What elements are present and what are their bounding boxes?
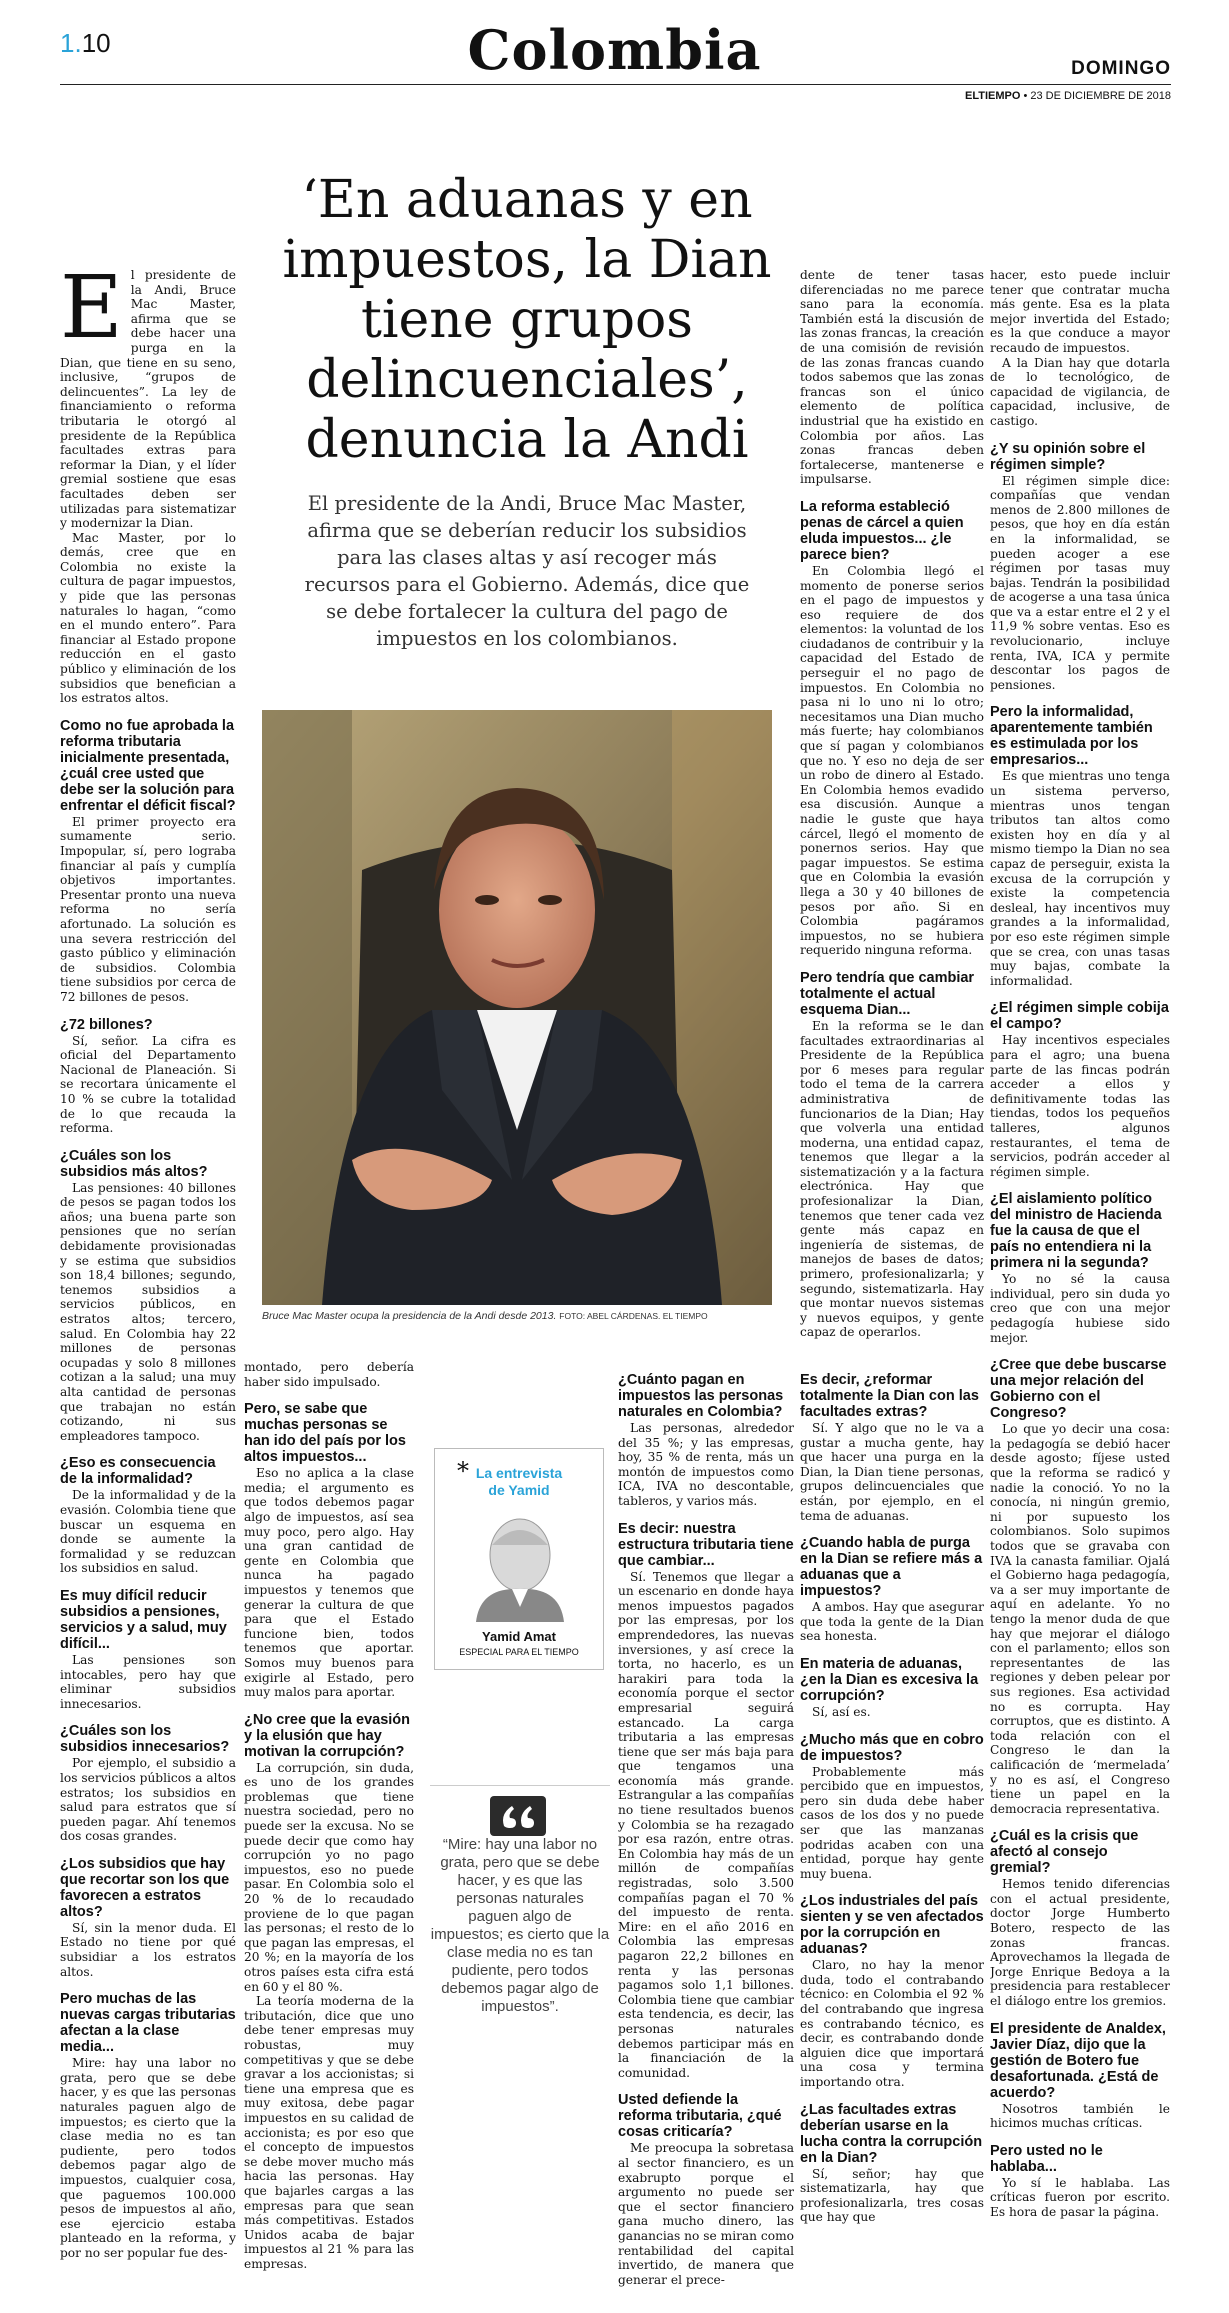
interview-answer: A ambos. Hay que asegurar que toda la gente de la Dian sea honesta. — [800, 1600, 984, 1644]
interview-answer: De la informalidad y de la evasión. Colombia tiene que buscar un esquema en donde se aumente la formalidad y se reduzcan los subsidios en salud. — [60, 1488, 236, 1576]
body-paragraph: montado, pero debería haber sido impulsado. — [244, 1360, 414, 1389]
pullquote: “Mire: hay una labor no grata, pero que se debe hacer, y es que las personas naturales paguen algo de impuestos; es cierto que la clase media no es tan pudiente, pero todos debemos pagar algo de impuestos”. — [430, 1836, 610, 2015]
interview-answer: Hay incentivos especiales para el agro; una buena parte de las fincas podrán acceder a ellos y definitivamente todas las tiendas, todos los pequeños talleres, algunos restaurantes, el tema de servicios, podrán acceder al régimen simple. — [990, 1033, 1170, 1179]
interview-question: Pero muchas de las nuevas cargas tributarias afectan a la clase media... — [60, 1991, 236, 2056]
interview-answer: Las pensiones son intocables, pero hay que eliminar subsidios innecesarios. — [60, 1652, 236, 1711]
interview-answer: Sí. Y algo que no le va a gustar a mucha gente, hay que hacer una purga en la Dian, la Dian tiene personas, grupos delincuenciales que están, por ejemplo, en el tema de aduanas. — [800, 1421, 984, 1523]
interview-answer: Eso no aplica a la clase media; el argumento es que todos debemos pagar algo de impuestos, así sea muy poco, pero algo. Hay una gran cantidad de gente en Colombia que nunca ha pagado impuestos y tenemos que generar la cultura de que para que el Estado funcione bien, todos tenemos que aportar. Somos muy buenos para exigirle al Estado, pero muy malos para aportar. — [244, 1466, 414, 1700]
article-column-2-lower — [800, 1360, 984, 2300]
article-column-4 — [244, 1360, 414, 2300]
interview-answer: Mire: hay una labor no grata, pero que se debe hacer, y es que las personas naturales paguen algo de impuestos; es cierto que la clase media no es tan pudiente, pero todos debemos pagar algo de impuestos, cualquier cosa, que paguemos 100.000 pesos de impuestos al año, ese ejercicio estaba planteado en la reforma, y por no ser popular fue des- — [60, 2056, 236, 2260]
interview-question: ¿72 billones? — [60, 1016, 153, 1033]
interview-answer: Sí, señor. La cifra es oficial del Departamento Nacional de Planeación. Si se recortara únicamente el 10 % se cubre la totalidad de lo que recauda la reforma. — [60, 1033, 236, 1136]
interview-answer: Las personas, alrededor del 35 %; y las empresas, hoy, 35 % de renta, más un montón de impuestos como ICA, IVA no descontable, tableros, y varios más. — [618, 1421, 794, 1508]
body-paragraph: hacer, esto puede incluir tener que contratar mucha más gente. Esa es la plata mejor invertida del Estado; es la que conduce a mayor recaudo de impuestos. — [990, 268, 1170, 355]
article-column-5 — [618, 1360, 794, 2300]
interview-question: La reforma estableció penas de cárcel a quien eluda impuestos... ¿le parece bien? — [800, 498, 964, 563]
interview-question: ¿Cuánto pagan en impuestos las personas naturales en Colombia? — [618, 1372, 784, 1420]
drop-cap: E — [60, 268, 123, 358]
interview-question: ¿Cuál es la crisis que afectó al consejo gremial? — [990, 1828, 1139, 1877]
interview-question: ¿El aislamiento político del ministro de Hacienda fue la causa de que el país no entendiera ni la primera ni la segunda? — [990, 1191, 1162, 1272]
interview-answer: En Colombia llegó el momento de ponerse serios en el pago de impuestos y eso requiere de dos elementos: la voluntad de los ciudadanos de contribuir y la capacidad del Estado de perseguir el no pago de impuestos. En Colombia no pasa ni lo uno ni lo otro; necesitamos una Dian mucho más fuerte; hay colombianos que sí pagan y colombianos que no. Y eso no deja de ser un robo de dinero al Estado. En Colombia hemos evadido esa discusión. Aunque a nadie le guste que haya cárcel, llegó el momento de ponernos serios. Hay que pagar impuestos. Se estima que en Colombia la evasión llega a 30 y 40 billones de pesos por año. Si en Colombia pagáramos impuestos, no se hubiera requerido ninguna reforma. — [800, 563, 984, 958]
interview-question: Es decir: nuestra estructura tributaria tiene que cambiar... — [618, 1520, 794, 1569]
interview-answer: El régimen simple dice: compañías que vendan menos de 2.800 millones de pesos, que hoy en día están en la informalidad, se pueden acoger a ese régimen por tasas muy bajas. Tendrán la posibilidad de acogerse a una tasa única que va a estar entre el 2 y el 11,9 % sobre ventas. Eso es revolucionario, incluye renta, IVA, ICA y permite descontar los pagos de pensiones. — [990, 473, 1170, 692]
interview-question: ¿Y su opinión sobre el régimen simple? — [990, 440, 1146, 473]
interview-answer: Probablemente más percibido que en impuestos, pero sin duda debe haber casos de los dos y no puede ser que las manzanas podridas acaben con una entidad, porque hay gente muy buena. — [800, 1764, 984, 1881]
interview-question: El presidente de Analdex, Javier Díaz, dijo que la gestión de Botero fue desafortunada. ¿Está de acuerdo? — [990, 2020, 1166, 2101]
interview-question: ¿Las facultades extras deberían usarse en la lucha contra la corrupción en la Dian? — [800, 2101, 983, 2166]
interview-answer: Las pensiones: 40 billones de pesos se pagan todos los años; una buena parte son pensiones que no serían debidamente provisionadas y se estima que subsidios son 18,4 billones; segundo, tenemos subsidios a servicios públicos, en estratos altos; tercero, salud. En Colombia hay 22 millones de personas ocupadas y solo 8 millones cotizan a la salud; una muy alta cantidad de personas que trabajan no están cotizando, ni sus empleadores tampoco. — [60, 1180, 236, 1443]
interview-label: La entrevista de Yamid — [475, 1465, 563, 1498]
interview-answer: Sí, señor; hay que sistematizarla, hay que profesionalizarla, tres cosas que hay que — [800, 2166, 984, 2225]
lead-paragraph: l presidente de la Andi, Bruce Mac Master, afirma que se debe hacer una purga en la Dian, que tiene en su seno, inclusive, “grupos de delincuentes”. La ley de financiamiento o reforma tributaria le otorgó al presidente de la República facultades extras para reformar la Dian, y el líder gremial sostiene que esas facultades deben ser utilizadas para sistematizar y modernizar la Dian. — [60, 268, 236, 531]
interview-question: Es muy difícil reducir subsidios a pensiones, servicios y a salud, muy difícil... — [60, 1587, 227, 1652]
interview-answer: La teoría moderna de la tributación, dice que uno debe tener empresas muy robustas, muy competitivas y que se debe gravar a los accionistas; si tiene una empresa que es muy exitosa, debe pagar impuestos en su calidad de accionista; es por eso que el concepto de impuestos se debe mover mucho más hacia las personas. Hay que bajarles cargas a las empresas para que sean más competitivas. Estados Unidos acaba de bajar impuestos al 21 % para las empresas. — [244, 1994, 414, 2271]
interview-answer: Claro, no hay la menor duda, todo el contrabando técnico: en Colombia el 92 % del contrabando que ingresa es contrabando técnico, es decir, es contrabando donde alguien dice que importará una cosa y termina importando otra. — [800, 1958, 984, 2090]
interview-answer: Yo sí le hablaba. Las críticas fueron por escrito. Es hora de pasar la página. — [990, 2175, 1170, 2219]
body-paragraph: A la Dian hay que dotarla de lo tecnológico, de capacidad de vigilancia, de capacidad, inclusive, de castigo. — [990, 355, 1170, 428]
article-column-3 — [990, 268, 1170, 2298]
interview-question: Pero tendría que cambiar totalmente el actual esquema Dian... — [800, 969, 975, 1018]
interview-question: Pero, se sabe que muchas personas se han ido del país por los altos impuestos... — [244, 1401, 406, 1466]
interview-question: Pero usted no le hablaba... — [990, 2142, 1103, 2175]
interview-answer: Lo que yo decir una cosa: la pedagogía se debió hacer desde agosto; fíjese usted que la reforma se radicó y nadie la conoció. Yo no la conocía, ni ningún gremio, ni por supuesto los colombianos. Solo supimos todos que se gravaba con IVA la canasta familiar. Ojalá el Gobierno haga pedagogía, va a ser muy importante de aquí en adelante. Yo no tengo la menor duda de que hay que mejorar el diálogo con el parlamento; ellos son representantes de las regiones y deben pelear por sus regiones. Esa actividad no es corrupta. Hay corruptos, que es distinto. A toda relación con el Congreso le dan la calificación de ‘mermelada’ y no es así, el Congreso tiene un papel en la democracia representativa. — [990, 1422, 1170, 1816]
interview-answer: Es que mientras uno tenga un sistema perverso, mientras unos tengan tributos tan altos como existen hoy en día y al mismo tiempo la Dian no sea capaz de perseguir, exista la excusa de la corrupción y existe la competencia desleal, hay incentivos muy grandes a la informalidad, por eso este régimen simple que se crea, con unas tasas muy bajas, combate la informalidad. — [990, 769, 1170, 988]
interview-box — [434, 1448, 604, 1670]
interview-answer: Nosotros también le hicimos muchas críticas. — [990, 2101, 1170, 2131]
interview-question: Usted defiende la reforma tributaria, ¿qué cosas criticaría? — [618, 2092, 782, 2141]
interview-question: ¿Cree que debe buscarse una mejor relación del Gobierno con el Congreso? — [990, 1357, 1167, 1422]
author-portrait — [470, 1507, 570, 1622]
interview-answer: Por ejemplo, el subsidio a los servicios públicos a altos estratos; los subsidios en salud para estratos que sí pueden pagar. Ahí tenemos dos cosas grandes. — [60, 1756, 236, 1844]
interview-question: Pero la informalidad, aparentemente también es estimulada por los empresarios... — [990, 704, 1153, 769]
article-column-1 — [60, 268, 236, 2298]
interview-question: ¿Cuáles son los subsidios innecesarios? — [60, 1723, 230, 1756]
interview-answer: El primer proyecto era sumamente serio. Impopular, sí, pero lograba financiar al país y cumplía objetivos importantes. Presentar pronto una nueva reforma no sería afortunado. La solución es una severa restricción del gasto público y eliminación de subsidios. Colombia tiene subsidios por cerca de 72 billones de pesos. — [60, 814, 236, 1004]
deck: El presidente de la Andi, Bruce Mac Master, afirma que se deberían reducir los subsidios para las clases altas y así recoger más recursos para el Gobierno. Además, dice que se debe fortalecer la cultura del pago de impuestos en los colombianos. — [304, 492, 750, 650]
portrait-photo — [262, 710, 772, 1305]
interview-question: Como no fue aprobada la reforma tributaria inicialmente presentada, ¿cuál cree usted que debe ser la solución para enfrentar el déficit fiscal? — [60, 717, 236, 814]
interview-answer: Sí. Tenemos que llegar a un escenario en donde haya menos impuestos pagados por las empresas, por los emprendedores, las nuevas inversiones, y así crece la torta, no hacerlo, es un harakiri para toda la economía porque el sector empresarial seguirá estancado. La carga tributaria a las empresas tiene que ser más baja para que tengamos una economía más grande. Estrangular a las compañías no tiene resultados buenos y Colombia se ha rezagado por esa razón, entre otras. En Colombia hay más de un millón de compañías registradas, solo 3.500 compañías pagan el 70 % del impuesto de renta. Mire: en el año 2016 en Colombia las empresas pagaron 22,2 billones en renta y las personas pagamos solo 1,1 billones. Colombia tiene que cambiar esta tendencia, es decir, las personas naturales debemos participar más en la financiación de la comunidad. — [618, 1569, 794, 2080]
interview-question: ¿El régimen simple cobija el campo? — [990, 1000, 1169, 1033]
page-number: 1.10 — [60, 28, 111, 58]
interview-answer: Me preocupa la sobretasa al sector financiero, es un exabrupto porque el argumento no puede ser que el sector financiero gana mucho dinero, las ganancias no se miran como rentabilidad del capital invertido, de manera que generar el prece- — [618, 2141, 794, 2287]
section-title: Colombia — [467, 18, 762, 82]
interview-answer: Sí, sin la menor duda. El Estado no tiene por qué subsidiar a los estratos altos. — [60, 1920, 236, 1979]
interview-answer: En la reforma se le dan facultades extraordinarias al Presidente de la República por 6 meses para regular todo el tema de la carrera administrativa de funcionarios de la Dian; Hay que volverla una entidad moderna, una entidad capaz, tenemos que llegar a la sistematización y a la factura electrónica. Hay que profesionalizar la Dian, tenemos que tener cada vez gente más capaz en ingeniería de sistemas, de manejos de bases de datos; primero, profesionalizarla; y segundo, sistematizarla. Hay que montar nuevos sistemas y nuevos equipos, y gente capaz de operarlos. — [800, 1018, 984, 1340]
interview-question: En materia de aduanas, ¿en la Dian es excesiva la corrupción? — [800, 1655, 979, 1704]
star-icon: * — [457, 1457, 469, 1485]
author-name: Yamid Amat — [482, 1629, 556, 1644]
interview-question: ¿Los subsidios que hay que recortar son los que favorecen a estratos altos? — [60, 1855, 230, 1920]
body-paragraph: dente de tener tasas diferenciadas no me parece sano para la economía. También está la discusión de las zonas francas, la creación de una comisión de revisión de las zonas francas cuando todos sabemos que las zonas francas son el único elemento de política industrial que ha existido en Colombia por años. Las zonas francas deben fortalecerse, mantenerse e impulsarse. — [800, 268, 984, 487]
headline: ‘En aduanas y en impuestos, la Dian tiene grupos delincuenciales’, denuncia la Andi — [282, 170, 772, 470]
interview-answer: Yo no sé la causa individual, pero sin duda yo creo que con una mejor pedagogía hubiese sido mejor. — [990, 1272, 1170, 1345]
interview-question: ¿No cree que la evasión y la elusión que hay motivan la corrupción? — [244, 1711, 411, 1760]
interview-question: Es decir, ¿reformar totalmente la Dian con las facultades extras? — [800, 1372, 979, 1420]
interview-question: ¿Los industriales del país sienten y se ven afectados por la corrupción en aduanas? — [800, 1893, 984, 1958]
interview-question: ¿Eso es consecuencia de la informalidad? — [60, 1455, 216, 1488]
interview-answer: Hemos tenido diferencias con el actual presidente, doctor Jorge Humberto Botero, respecto de las zonas francas. Aprovechamos la llegada de Jorge Enrique Bedoya a la presidencia para restablecer el diálogo entre los gremios. — [990, 1877, 1170, 2009]
header-rule — [60, 84, 1171, 85]
day-label: DOMINGO — [1071, 58, 1171, 79]
interview-question: ¿Mucho más que en cobro de impuestos? — [800, 1731, 984, 1764]
pullquote-rule — [430, 1785, 610, 1786]
quote-icon — [490, 1796, 546, 1836]
interview-answer: Sí, así es. — [812, 1704, 871, 1719]
interview-question: ¿Cuáles son los subsidios más altos? — [60, 1147, 208, 1180]
author-role: ESPECIAL PARA EL TIEMPO — [459, 1647, 579, 1657]
interview-question: ¿Cuando habla de purga en la Dian se refiere más a aduanas que a impuestos? — [800, 1535, 983, 1600]
dateline: ELTIEMPO • 23 DE DICIEMBRE DE 2018 — [964, 90, 1171, 102]
photo-credit: FOTO: ABEL CÁRDENAS. EL TIEMPO — [559, 1311, 708, 1321]
body-paragraph: Mac Master, por lo demás, cree que en Colombia no existe la cultura de pagar impuestos, y pide que las personas naturales lo hagan, “como en el mundo entero”. Para financiar al Estado propone reducción en el gasto público y eliminación de los subsidios que benefician a los estratos altos. — [60, 530, 236, 706]
interview-answer: La corrupción, sin duda, es uno de los grandes problemas que tiene nuestra sociedad, pero no puede ser la excusa. No se puede decir que como hay corrupción yo no pago impuestos, eso no puede pasar. En Colombia solo el 20 % de lo recaudado proviene de lo que pagan las personas; el resto de lo que pagan las empresas, el 20 %; en la mayoría de los otros países esta cifra está en 60 y el 80 %. — [244, 1760, 414, 1994]
photo-caption: Bruce Mac Master ocupa la presidencia de la Andi desde 2013. FOTO: ABEL CÁRDENAS. EL TIEMPO — [262, 1310, 708, 1322]
